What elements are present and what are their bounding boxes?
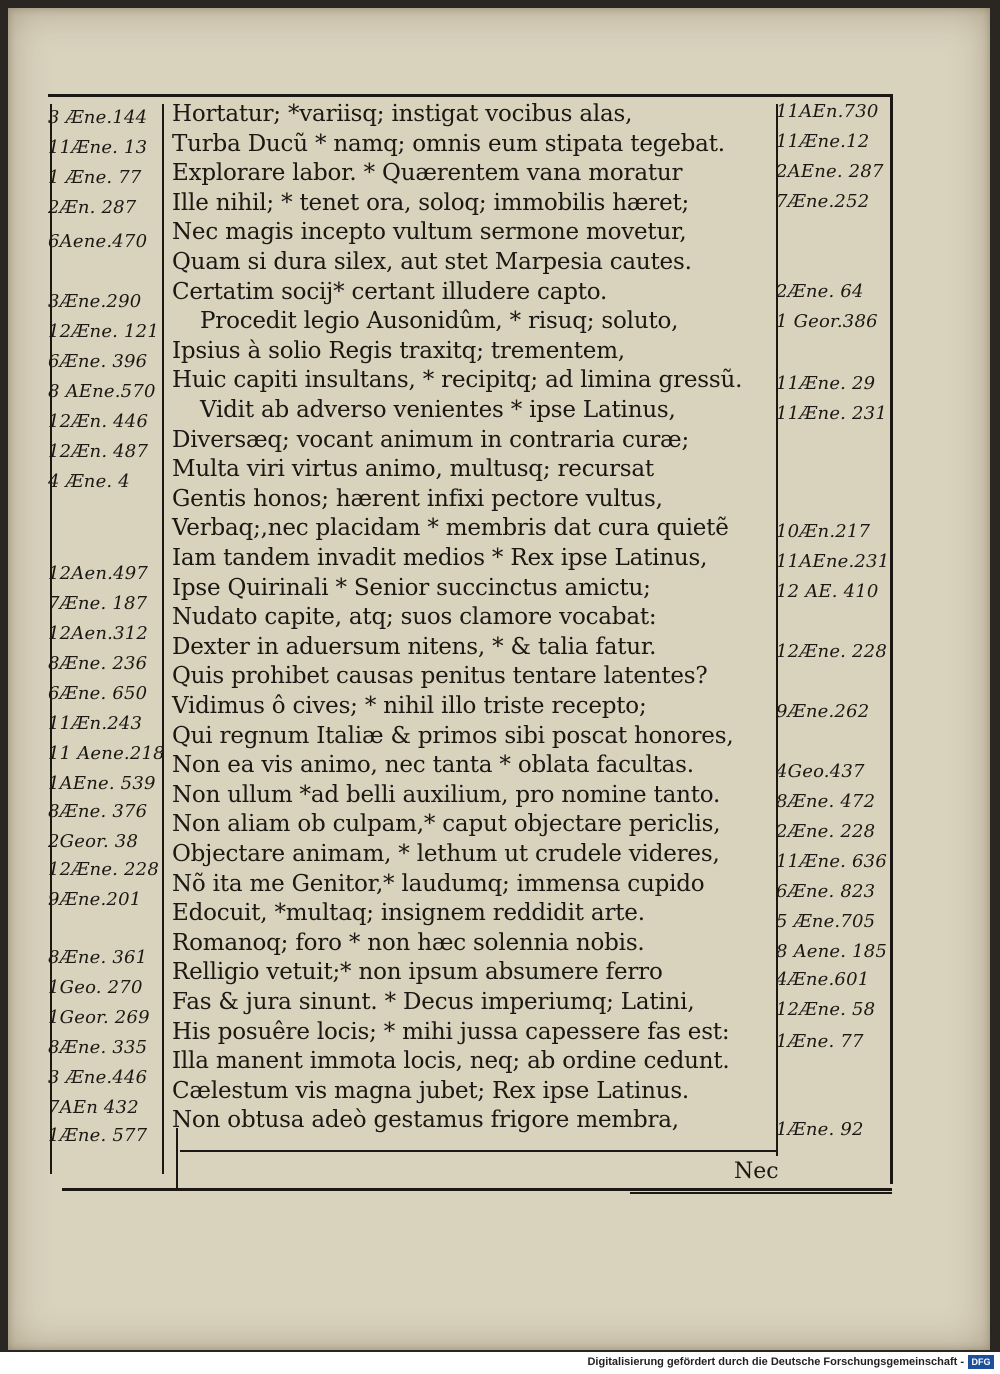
left-ref: 12Æne. 228 (48, 859, 159, 880)
left-ref: 3Æne.290 (48, 291, 142, 312)
verse-line: Dexter in aduersum nitens, * & talia fatur. (172, 634, 657, 660)
frame-top-rule (48, 94, 890, 97)
right-ref: 11Æne.12 (776, 131, 870, 152)
left-ref: 4 Æne. 4 (48, 471, 130, 492)
right-ref: 4Æne.601 (776, 969, 870, 990)
verse-line: Fas & jura sinunt. * Decus imperiumq; Latini, (172, 989, 695, 1015)
verse-line: Vidimus ô cives; * nihil illo triste recepto; (172, 693, 647, 719)
verse-line: Illa manent immota locis, neq; ab ordine cedunt. (172, 1048, 730, 1074)
right-ref: 8Æne. 472 (776, 791, 876, 812)
right-ref: 6Æne. 823 (776, 881, 876, 902)
left-ref: 11Æne. 13 (48, 137, 148, 158)
right-ref: 1Æne. 92 (776, 1119, 864, 1140)
text-left-rule (176, 1128, 178, 1188)
verse-line: Objectare animam, * lethum ut crudele videres, (172, 841, 720, 867)
right-ref: 1 Geor.386 (776, 311, 878, 332)
verse-line: Ipse Quirinali * Senior succinctus amictu; (172, 575, 651, 601)
verse-line: Turba Ducũ * namq; omnis eum stipata tegebat. (172, 131, 725, 157)
left-ref: 2Geor. 38 (48, 831, 139, 852)
left-ref: 12Æn. 487 (48, 441, 149, 462)
left-ref: 8Æne. 335 (48, 1037, 148, 1058)
left-ref: 12Aen.497 (48, 563, 149, 584)
left-ref: 6Aene.470 (48, 231, 148, 252)
catchword: Nec (734, 1159, 779, 1184)
right-ref: 11Æne. 636 (776, 851, 887, 872)
dfg-logo-icon: DFG (968, 1355, 994, 1369)
verse-line: Non ullum *ad belli auxilium, pro nomine tanto. (172, 782, 721, 808)
left-ref: 9Æne.201 (48, 889, 142, 910)
verse-line: Nec magis incepto vultum sermone movetur, (172, 219, 687, 245)
text-bottom-rule (180, 1150, 776, 1152)
right-ref: 12Æne. 58 (776, 999, 876, 1020)
verse-line: Cælestum vis magna jubet; Rex ipse Latinus. (172, 1078, 690, 1104)
left-ref: 12Æn. 446 (48, 411, 149, 432)
verse-line: Gentis honos; hærent infixi pectore vultus, (172, 486, 663, 512)
verse-line: Ille nihil; * tenet ora, soloq; immobilis hæret; (172, 190, 690, 216)
verse-line: Hortatur; *variisq; instigat vocibus alas, (172, 101, 633, 127)
right-ref: 12Æne. 228 (776, 641, 887, 662)
left-ref: 11Æn.243 (48, 713, 143, 734)
verse-line: Romanoq; foro * non hæc solennia nobis. (172, 930, 645, 956)
left-ref: 3 Æne.446 (48, 1067, 148, 1088)
left-ref: 1Geo. 270 (48, 977, 143, 998)
left-ref: 11 Aene.218 (48, 743, 165, 764)
verse-line: Nudato capite, atq; suos clamore vocabat: (172, 604, 657, 630)
book-page (8, 8, 990, 1350)
verse-line: Diversæq; vocant animum in contraria curæ; (172, 427, 690, 453)
frame-bottom-rule (62, 1188, 892, 1191)
left-ref: 7Æne. 187 (48, 593, 148, 614)
right-ref: 11Æne. 29 (776, 373, 876, 394)
verse-line: Verbaq;,nec placidam * membris dat cura quietẽ (172, 515, 729, 541)
left-ref: 6Æne. 396 (48, 351, 148, 372)
right-ref: 11Æne. 231 (776, 403, 887, 424)
verse-line: Multa viri virtus animo, multusq; recursat (172, 456, 654, 482)
right-ref: 2Æne. 64 (776, 281, 864, 302)
left-ref: 8Æne. 376 (48, 801, 148, 822)
left-ref: 7AEn 432 (48, 1097, 139, 1118)
verse-line: Certatim socij* certant illudere capto. (172, 279, 608, 305)
verse-line: Non aliam ob culpam,* caput objectare periclis, (172, 811, 721, 837)
right-ref: 2AEne. 287 (776, 161, 884, 182)
left-ref: 8Æne. 236 (48, 653, 148, 674)
verse-line: Iam tandem invadit medios * Rex ipse Latinus, (172, 545, 708, 571)
verse-line: Non ea vis animo, nec tanta * oblata facultas. (172, 752, 694, 778)
verse-line: Relligio vetuit;* non ipsum absumere ferro (172, 959, 663, 985)
left-ref: 1AEne. 539 (48, 773, 156, 794)
verse-line: Ipsius à solio Regis traxitq; trementem, (172, 338, 625, 364)
left-ref: 12Æne. 121 (48, 321, 159, 342)
footer-credit-text: Digitalisierung gefördert durch die Deutsche Forschungsgemeinschaft - (587, 1356, 964, 1368)
left-ref: 1 Æne. 77 (48, 167, 142, 188)
verse-line: Nõ ita me Genitor,* laudumq; immensa cupido (172, 871, 705, 897)
right-ref: 10Æn.217 (776, 521, 871, 542)
right-ref: 8 Aene. 185 (776, 941, 888, 962)
right-ref: 9Æne.262 (776, 701, 870, 722)
verse-line: Huic capiti insultans, * recipitq; ad limina gressũ. (172, 367, 743, 393)
digitization-footer (0, 1352, 1000, 1374)
left-ref: 2Æn. 287 (48, 197, 137, 218)
verse-line: Qui regnum Italiæ & primos sibi poscat honores, (172, 723, 734, 749)
right-ref: 4Geo.437 (776, 761, 865, 782)
right-ref: 7Æne.252 (776, 191, 870, 212)
left-ref: 3 Æne.144 (48, 107, 148, 128)
right-ref: 11AEn.730 (776, 101, 879, 122)
left-ref: 1Æne. 577 (48, 1125, 148, 1146)
left-ref: 1Geor. 269 (48, 1007, 150, 1028)
verse-line: Quis prohibet causas penitus tentare latentes? (172, 663, 708, 689)
verse-line: Explorare labor. * Quærentem vana moratur (172, 160, 683, 186)
verse-line: Edocuit, *multaq; insignem reddidit arte. (172, 900, 645, 926)
frame-bottom-rule-2 (630, 1192, 892, 1194)
verse-line: Procedit legio Ausonidûm, * risuq; soluto, (200, 308, 679, 334)
left-ref: 6Æne. 650 (48, 683, 148, 704)
verse-line: His posuêre locis; * mihi jussa capessere fas est: (172, 1019, 730, 1045)
right-ref: 11AEne.231 (776, 551, 890, 572)
verse-line: Non obtusa adeò gestamus frigore membra, (172, 1107, 679, 1133)
left-ref: 8Æne. 361 (48, 947, 148, 968)
verse-line: Quam si dura silex, aut stet Marpesia cautes. (172, 249, 692, 275)
right-ref: 1Æne. 77 (776, 1031, 864, 1052)
right-ref: 12 AE. 410 (776, 581, 879, 602)
verse-line: Vidit ab adverso venientes * ipse Latinus, (200, 397, 676, 423)
left-ref: 12Aen.312 (48, 623, 149, 644)
right-ref: 5 Æne.705 (776, 911, 876, 932)
left-ref: 8 AEne.570 (48, 381, 156, 402)
right-ref: 2Æne. 228 (776, 821, 876, 842)
